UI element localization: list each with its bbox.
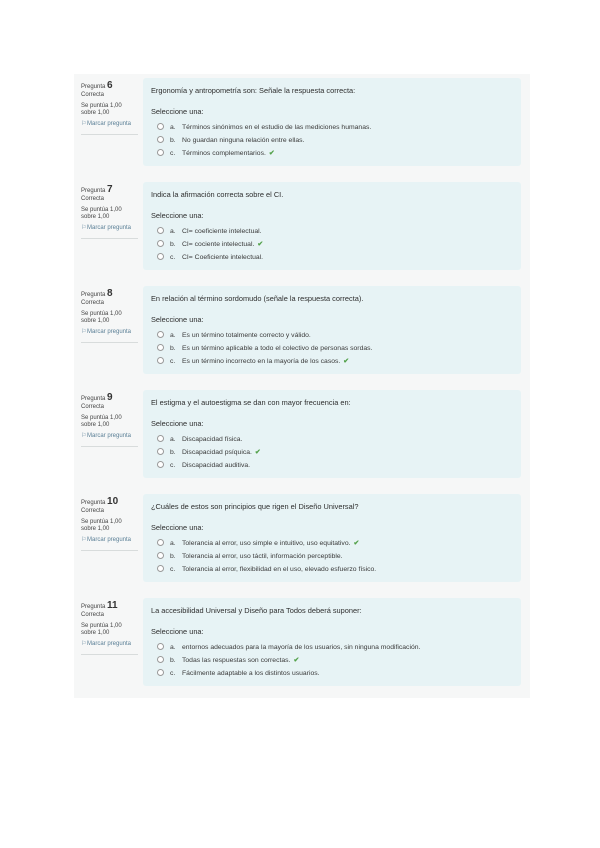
radio-button[interactable] bbox=[157, 552, 164, 559]
answer-options bbox=[157, 121, 374, 160]
question-state: Correcta bbox=[81, 404, 105, 410]
question-state: Correcta bbox=[81, 300, 105, 306]
question-text: ¿Cuáles de estos son principios que rigen el Diseño Universal? bbox=[151, 502, 359, 511]
question-info bbox=[81, 186, 138, 239]
radio-button[interactable] bbox=[157, 435, 164, 442]
answer-option-c[interactable]: c. Fácilmente adaptable a los distintos usuarios. bbox=[157, 667, 423, 680]
question-content bbox=[143, 78, 521, 166]
question-11 bbox=[74, 594, 530, 694]
radio-button[interactable] bbox=[157, 123, 164, 130]
answer-option-b[interactable]: b. No guardan ninguna relación entre ellas. bbox=[157, 134, 374, 147]
question-content bbox=[143, 182, 521, 270]
answer-option-a[interactable]: a. Discapacidad física. bbox=[157, 433, 261, 446]
radio-button[interactable] bbox=[157, 539, 164, 546]
radio-button[interactable] bbox=[157, 344, 164, 351]
flag-question-link[interactable]: ⚐Marcar pregunta bbox=[81, 121, 132, 127]
flag-icon: ⚐ bbox=[81, 433, 87, 439]
question-number: Pregunta 8 bbox=[81, 288, 113, 299]
select-one-prompt: Seleccione una: bbox=[151, 627, 204, 636]
question-content bbox=[143, 390, 521, 478]
radio-button[interactable] bbox=[157, 643, 164, 650]
radio-button[interactable] bbox=[157, 240, 164, 247]
flag-question-link[interactable]: ⚐Marcar pregunta bbox=[81, 329, 132, 335]
answer-option-b[interactable]: b. Tolerancia al error, uso táctil, información perceptible. bbox=[157, 550, 379, 563]
flag-question-link[interactable]: ⚐Marcar pregunta bbox=[81, 537, 132, 543]
select-one-prompt: Seleccione una: bbox=[151, 315, 204, 324]
question-info bbox=[81, 394, 138, 447]
question-state: Correcta bbox=[81, 92, 105, 98]
question-info bbox=[81, 602, 138, 655]
answer-option-c[interactable]: c. Discapacidad auditiva. bbox=[157, 459, 261, 472]
answer-option-b[interactable]: b. Todas las respuestas son correctas. ✔ bbox=[157, 654, 423, 667]
radio-button[interactable] bbox=[157, 136, 164, 143]
question-grade: Se puntúa 1,00 sobre 1,00 bbox=[81, 623, 122, 636]
radio-button[interactable] bbox=[157, 448, 164, 455]
question-8 bbox=[74, 282, 530, 382]
question-6 bbox=[74, 74, 530, 174]
question-number: Pregunta 11 bbox=[81, 600, 118, 611]
answer-option-a[interactable]: a. entornos adecuados para la mayoría de los usuarios, sin ninguna modificación. bbox=[157, 641, 423, 654]
select-one-prompt: Seleccione una: bbox=[151, 107, 204, 116]
question-number: Pregunta 7 bbox=[81, 184, 113, 195]
question-number: Pregunta 6 bbox=[81, 80, 113, 91]
radio-button[interactable] bbox=[157, 253, 164, 260]
select-one-prompt: Seleccione una: bbox=[151, 523, 204, 532]
flag-icon: ⚐ bbox=[81, 641, 87, 647]
flag-question-link[interactable]: ⚐Marcar pregunta bbox=[81, 225, 132, 231]
flag-question-link[interactable]: ⚐Marcar pregunta bbox=[81, 641, 132, 647]
answer-option-c[interactable]: c. Es un término incorrecto en la mayoría de los casos. ✔ bbox=[157, 355, 375, 368]
question-content bbox=[143, 598, 521, 686]
question-9 bbox=[74, 386, 530, 486]
question-info bbox=[81, 498, 138, 551]
answer-option-c[interactable]: c. Términos complementarios. ✔ bbox=[157, 147, 374, 160]
answer-option-a[interactable]: a. Tolerancia al error, uso simple e intuitivo, uso equitativo. ✔ bbox=[157, 537, 379, 550]
answer-options bbox=[157, 329, 375, 368]
flag-icon: ⚐ bbox=[81, 225, 87, 231]
flag-icon: ⚐ bbox=[81, 537, 87, 543]
question-grade: Se puntúa 1,00 sobre 1,00 bbox=[81, 103, 122, 116]
correct-check-icon: ✔ bbox=[293, 657, 300, 664]
answer-option-b[interactable]: b. Es un término aplicable a todo el colectivo de personas sordas. bbox=[157, 342, 375, 355]
question-content bbox=[143, 494, 521, 582]
question-info bbox=[81, 82, 138, 135]
radio-button[interactable] bbox=[157, 669, 164, 676]
question-state: Correcta bbox=[81, 196, 105, 202]
question-text: La accesibilidad Universal y Diseño para Todos deberá suponer: bbox=[151, 606, 362, 615]
question-number: Pregunta 9 bbox=[81, 392, 113, 403]
answer-option-b[interactable]: b. CI= cociente intelectual. ✔ bbox=[157, 238, 266, 251]
answer-options bbox=[157, 641, 423, 680]
quiz-review-page bbox=[74, 74, 530, 698]
question-content bbox=[143, 286, 521, 374]
flag-icon: ⚐ bbox=[81, 329, 87, 335]
answer-option-a[interactable]: a. Es un término totalmente correcto y válido. bbox=[157, 329, 375, 342]
question-text: Ergonomía y antropometría son: Señale la respuesta correcta: bbox=[151, 86, 356, 95]
question-state: Correcta bbox=[81, 508, 105, 514]
radio-button[interactable] bbox=[157, 149, 164, 156]
correct-check-icon: ✔ bbox=[343, 358, 349, 365]
radio-button[interactable] bbox=[157, 227, 164, 234]
answer-option-b[interactable]: b. Discapacidad psíquica. ✔ bbox=[157, 446, 261, 459]
correct-check-icon: ✔ bbox=[353, 540, 360, 547]
answer-options bbox=[157, 537, 379, 576]
correct-check-icon: ✔ bbox=[257, 241, 264, 248]
question-info bbox=[81, 290, 138, 343]
question-grade: Se puntúa 1,00 sobre 1,00 bbox=[81, 519, 122, 532]
correct-check-icon: ✔ bbox=[268, 150, 275, 157]
question-10 bbox=[74, 490, 530, 590]
select-one-prompt: Seleccione una: bbox=[151, 211, 204, 220]
flag-question-link[interactable]: ⚐Marcar pregunta bbox=[81, 433, 132, 439]
question-text: El estigma y el autoestigma se dan con mayor frecuencia en: bbox=[151, 398, 351, 407]
answer-option-a[interactable]: a. Términos sinónimos en el estudio de las mediciones humanas. bbox=[157, 121, 374, 134]
question-grade: Se puntúa 1,00 sobre 1,00 bbox=[81, 311, 122, 324]
select-one-prompt: Seleccione una: bbox=[151, 419, 204, 428]
question-grade: Se puntúa 1,00 sobre 1,00 bbox=[81, 207, 122, 220]
question-7 bbox=[74, 178, 530, 278]
question-text: Indica la afirmación correcta sobre el CI. bbox=[151, 190, 284, 199]
question-grade: Se puntúa 1,00 sobre 1,00 bbox=[81, 415, 122, 428]
answer-options bbox=[157, 433, 261, 472]
radio-button[interactable] bbox=[157, 357, 164, 364]
radio-button[interactable] bbox=[157, 331, 164, 338]
question-number: Pregunta 10 bbox=[81, 496, 119, 507]
question-text: En relación al término sordomudo (señale la respuesta correcta). bbox=[151, 294, 364, 303]
flag-icon: ⚐ bbox=[81, 121, 87, 127]
correct-check-icon: ✔ bbox=[254, 449, 261, 456]
question-state: Correcta bbox=[81, 612, 105, 618]
radio-button[interactable] bbox=[157, 461, 164, 468]
answer-option-c[interactable]: c. CI= Coeficiente intelectual. bbox=[157, 251, 266, 264]
answer-options bbox=[157, 225, 266, 264]
radio-button[interactable] bbox=[157, 565, 164, 572]
radio-button[interactable] bbox=[157, 656, 164, 663]
answer-option-c[interactable]: c. Tolerancia al error, flexibilidad en el uso, elevado esfuerzo físico. bbox=[157, 563, 379, 576]
answer-option-a[interactable]: a. CI= coeficiente intelectual. bbox=[157, 225, 266, 238]
